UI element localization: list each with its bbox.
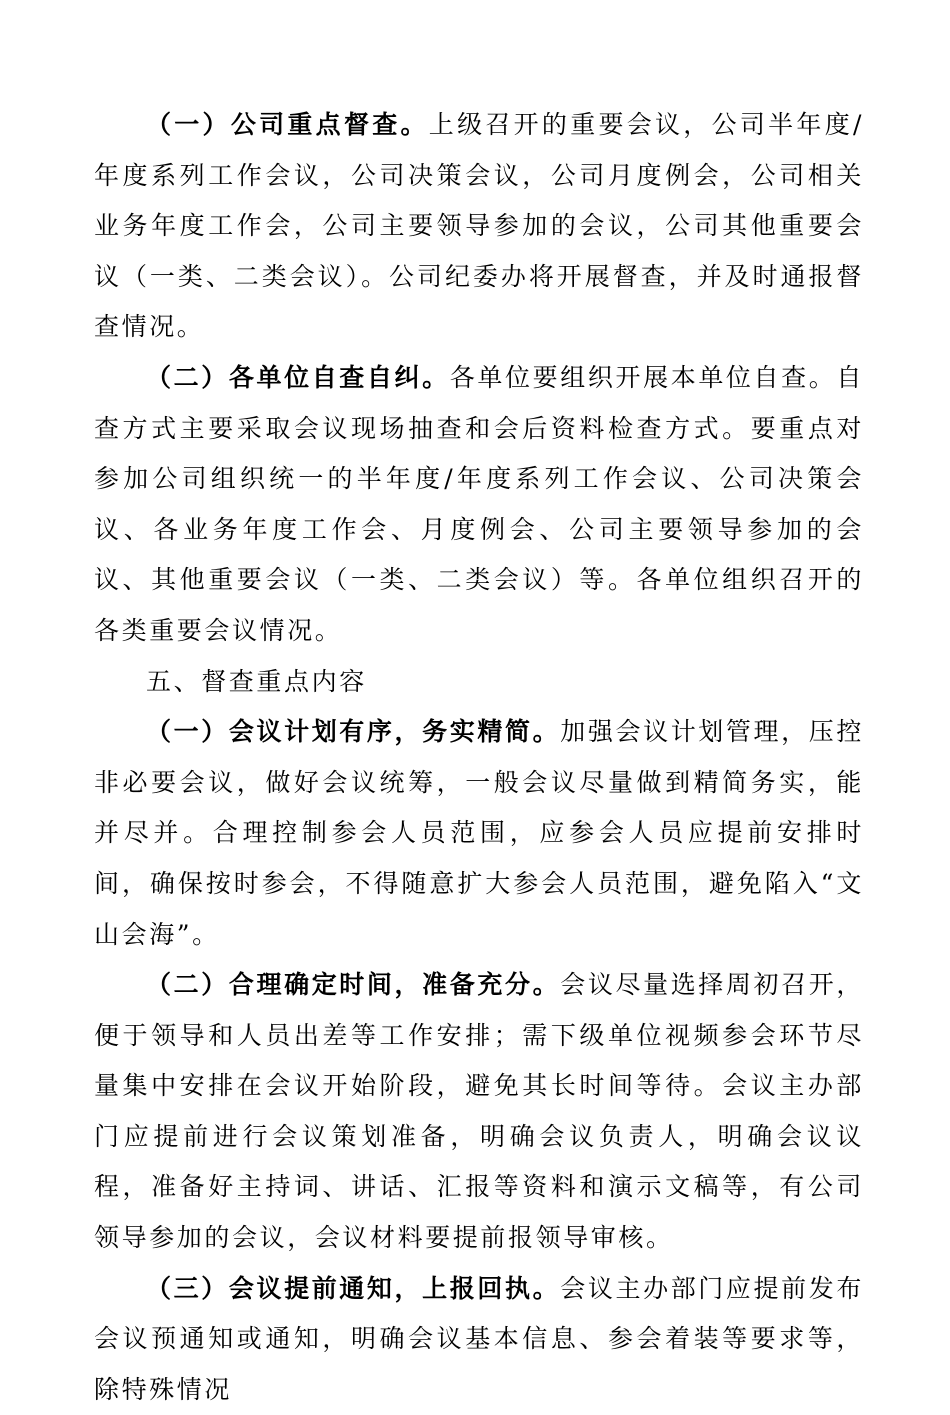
paragraph-text: 会议尽量选择周初召开，便于领导和人员出差等工作安排；需下级单位视频参会环节尽量集中安排在会议开始阶段，避免其长时间等待。会议主办部门应提前进行会议策划准备，明确会议负责人，明确会议议程，准备好主持词、讲话、汇报等资料和演示文稿等，有公司领导参加的会议，会议材料要提前报领导审核。	[94, 970, 864, 1253]
paragraph-lead: （二）各单位自查自纠。	[146, 362, 450, 392]
paragraph-meeting-planning	[94, 707, 864, 960]
paragraph-lead: （一）公司重点督查。	[146, 110, 429, 139]
paragraph-text: 加强会议计划管理，压控非必要会议，做好会议统筹，一般会议尽量做到精简务实，能并尽并。合理控制参会人员范围，应参会人员应提前安排时间，确保按时参会，不得随意扩大参会人员范围，避免陷入“文山会海”。	[94, 717, 864, 949]
paragraph-company-inspection	[94, 100, 864, 353]
paragraph-unit-self-check	[94, 353, 864, 657]
paragraph-lead: （三）会议提前通知，上报回执。	[146, 1273, 561, 1303]
paragraph-meeting-notice	[94, 1264, 864, 1415]
paragraph-meeting-timing	[94, 960, 864, 1264]
section-heading: 五、督查重点内容	[146, 666, 367, 696]
document-body	[94, 100, 864, 1415]
paragraph-lead: （一）会议计划有序，务实精简。	[146, 717, 561, 747]
paragraph-text: 会议主办部门应提前发布会议预通知或通知，明确会议基本信息、参会着装等要求等，除特殊情况	[94, 1273, 864, 1404]
paragraph-text: 各单位要组织开展本单位自查。自查方式主要采取会议现场抽查和会后资料检查方式。要重点对参加公司组织统一的半年度/年度系列工作会议、公司决策会议、各业务年度工作会、月度例会、公司主要领导参加的会议、其他重要会议（一类、二类会议）等。各单位组织召开的各类重要会议情况。	[94, 362, 864, 645]
paragraph-lead: （二）合理确定时间，准备充分。	[146, 970, 561, 1000]
paragraph-text: 上级召开的重要会议，公司半年度/年度系列工作会议，公司决策会议，公司月度例会，公司相关业务年度工作会，公司主要领导参加的会议，公司其他重要会议（一类、二类会议）。公司纪委办将开展督查，并及时通报督查情况。	[94, 110, 864, 342]
